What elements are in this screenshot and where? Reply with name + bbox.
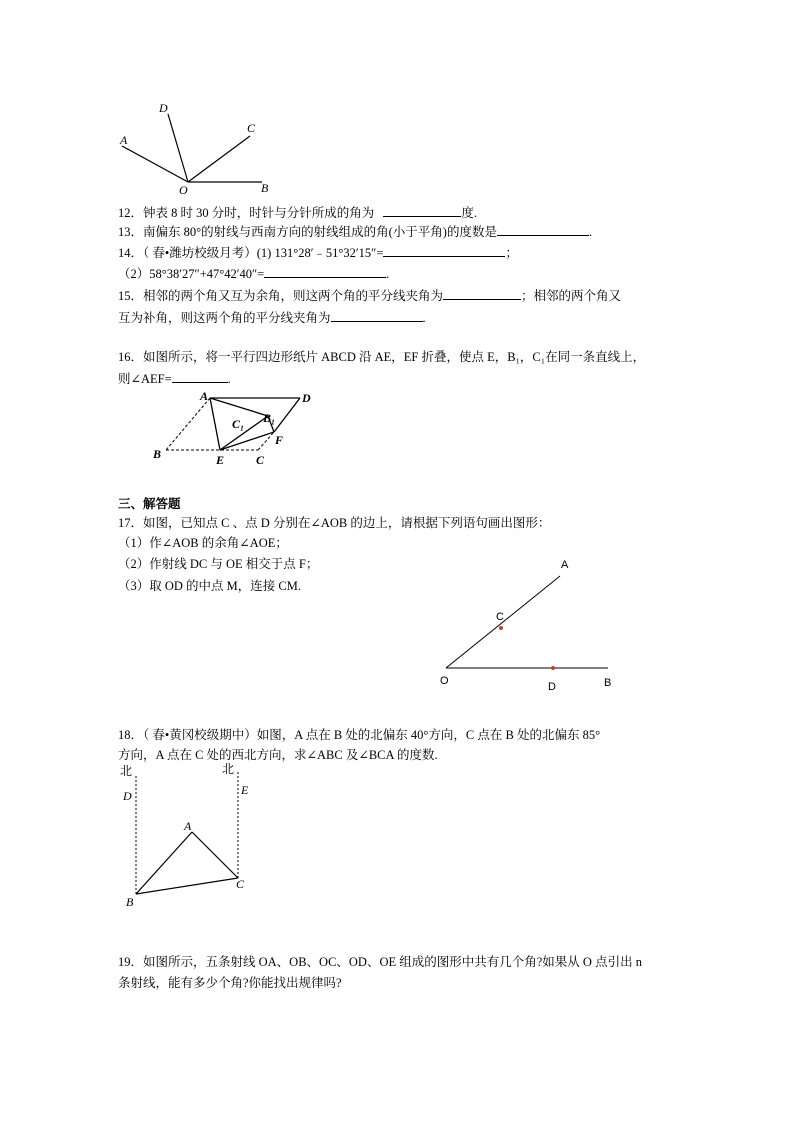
label-a: A (120, 133, 128, 147)
label-b: B (153, 447, 162, 461)
bearing-triangle-figure (114, 762, 264, 912)
label-c: C (256, 453, 265, 467)
label-c: C (236, 877, 245, 891)
question-18-line2: 方向，A 点在 C 处的西北方向，求∠ABC 及∠BCA 的度数. (118, 748, 438, 762)
answer-blank[interactable] (264, 265, 386, 278)
answer-blank[interactable] (497, 223, 589, 236)
label-e: E (216, 453, 225, 467)
label-b: B (261, 181, 269, 195)
label-c: C (247, 121, 256, 135)
label-north: 北 (222, 762, 235, 776)
label-e: E (241, 783, 249, 797)
label-f: F (275, 433, 284, 447)
label-d: D (159, 101, 168, 115)
label-c1: C₁ (232, 417, 245, 431)
label-o: O (179, 183, 188, 196)
question-19-line2: 条射线，能有多少个角?你能找出规律吗? (118, 976, 342, 990)
question-15-line2: 互为补角，则这两个角的平分线夹角为 . (118, 311, 426, 325)
label-b1: B₁ (263, 411, 276, 425)
label-d: D (548, 681, 556, 693)
question-17-item1: （1）作∠AOB 的余角∠AOE； (118, 536, 288, 550)
label-o: O (440, 675, 449, 687)
label-b: B (604, 677, 612, 689)
label-a: A (561, 559, 569, 571)
question-17-item3: （3）取 OD 的中点 M，连接 CM. (118, 579, 301, 593)
question-14-part2: （2）58°38′27″+47°42′40″= . (118, 267, 390, 281)
answer-blank[interactable] (383, 204, 461, 217)
answer-blank[interactable] (443, 287, 521, 300)
answer-blank[interactable] (383, 244, 505, 257)
angle-aob-figure (432, 556, 622, 696)
question-17-line1: 17．如图，已知点 C 、点 D 分别在∠AOB 的边上，请根据下列语句画出图形： (118, 516, 551, 530)
answer-blank[interactable] (331, 309, 423, 322)
question-17-item2: （2）作射线 DC 与 OE 相交于点 F； (118, 557, 319, 571)
question-16-line1: 16．如图所示，将一平行四边形纸片 ABCD 沿 AE，EF 折叠，使点 E，B₁，C₁在同一条直线上， (118, 350, 646, 364)
label-north: 北 (120, 764, 133, 778)
parallelogram-fold-figure (150, 388, 330, 472)
question-19-line1: 19．如图所示，五条射线 OA、OB、OC、OD、OE 组成的图形中共有几个角?如果从 O 点引出 n (118, 955, 642, 969)
label-a: A (200, 389, 209, 403)
answer-blank[interactable] (172, 370, 228, 383)
question-15-line1: 15．相邻的两个角又互为余角，则这两个角的平分线夹角为 ；相邻的两个角又 (118, 289, 622, 303)
question-14-part1: 14．（ 春•潍坊校级月考）(1) 131°28′﹣51°32′15″= ； (118, 246, 518, 260)
section-heading: 三、解答题 (118, 496, 181, 511)
question-16-line2: 则∠AEF= . (118, 372, 231, 386)
angle-rays-figure (112, 96, 282, 196)
label-d: D (302, 391, 311, 405)
question-13: 13．南偏东 80°的射线与西南方向的射线组成的角(小于平角)的度数是 . (118, 225, 593, 239)
label-a: A (184, 819, 192, 833)
label-c: C (496, 611, 504, 623)
question-12: 12．钟表 8 时 30 分时，时针与分针所成的角为 度. (118, 206, 478, 220)
question-18-line1: 18．（ 春•黄冈校级期中）如图，A 点在 B 处的北偏东 40°方向，C 点在 B 处的北偏东 85° (118, 728, 601, 742)
label-d: D (123, 789, 132, 803)
label-b: B (126, 895, 134, 909)
